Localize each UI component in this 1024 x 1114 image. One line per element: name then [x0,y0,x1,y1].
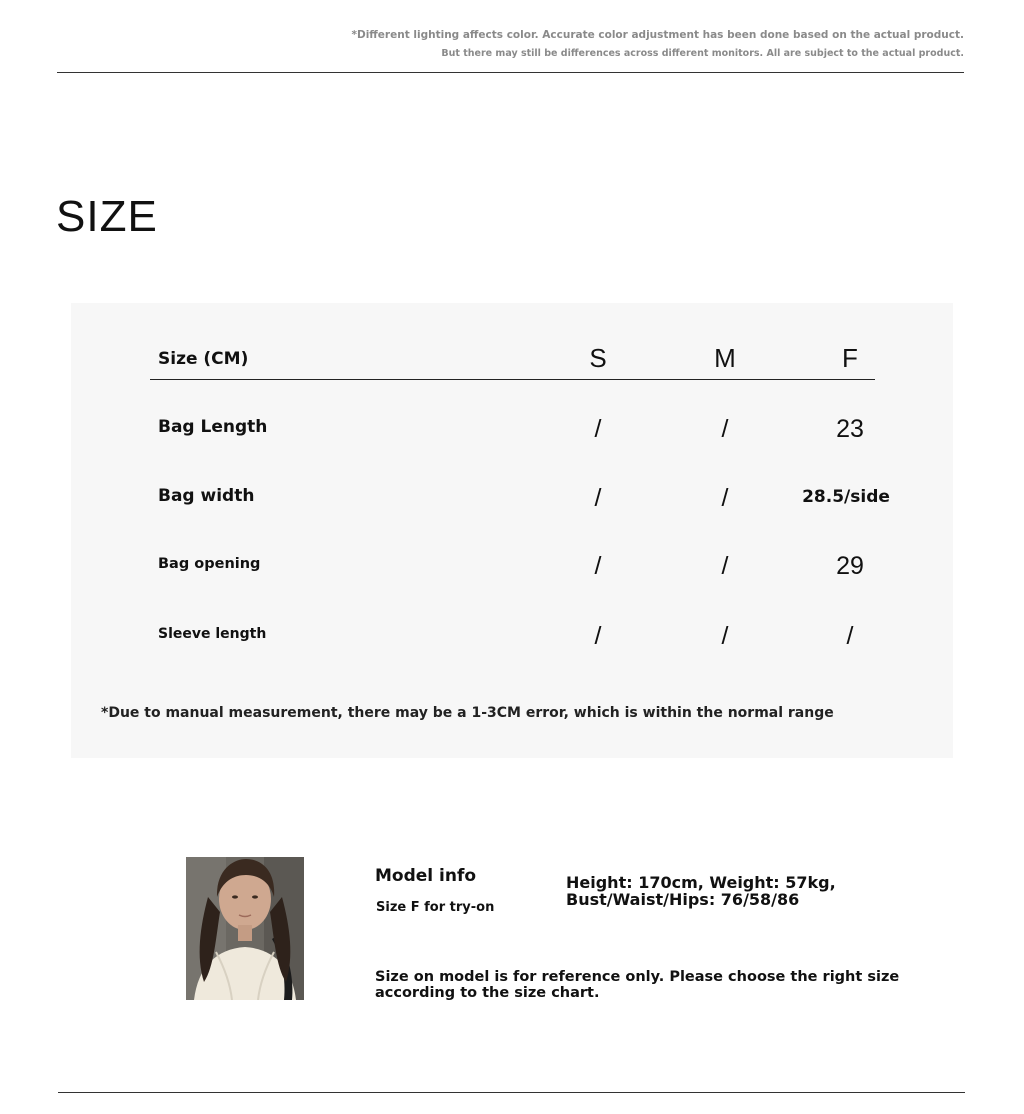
table-cell: / [594,552,602,580]
row-label-bag-width: Bag width [158,486,255,506]
top-divider [57,72,964,73]
table-cell: / [594,415,602,443]
model-stats [566,874,836,908]
table-cell: / [721,622,729,650]
table-cell: / [721,552,729,580]
row-label-bag-length: Bag Length [158,417,268,437]
header-divider [150,379,875,380]
disclaimer-line-2: But there may still be differences across different monitors. All are subject to the actual product. [441,48,964,59]
measurement-note: *Due to manual measurement, there may be a 1-3CM error, which is within the normal range [101,705,834,721]
model-photo-image [186,857,304,1000]
table-cell: / [721,484,729,512]
model-try-on-size: Size F for try-on [376,900,495,915]
table-cell: 28.5/side [802,487,890,507]
row-label-bag-opening: Bag opening [158,556,261,572]
table-cell: 23 [836,415,864,443]
model-info-title: Model info [375,866,477,886]
bottom-divider [58,1092,965,1093]
page-title: SIZE [56,192,158,241]
model-photo [186,857,304,1000]
model-stats-line-2: Bust/Waist/Hips: 76/58/86 [566,890,800,909]
size-table-panel [71,303,953,758]
model-reference-note: Size on model is for reference only. Please choose the right size according to the size chart. [375,969,900,1001]
model-stats-line-1: Height: 170cm, Weight: 57kg, [566,873,836,892]
size-header-label: Size (CM) [158,349,249,369]
table-cell: / [721,415,729,443]
size-column-f: F [842,343,858,373]
table-cell: 29 [836,552,864,580]
size-column-s: S [589,343,607,373]
table-cell: / [846,622,854,650]
table-cell: / [594,484,602,512]
table-cell: / [594,622,602,650]
disclaimer-line-1: *Different lighting affects color. Accurate color adjustment has been done based on the actual product. [351,29,964,41]
size-column-m: M [714,343,736,373]
row-label-sleeve-length: Sleeve length [158,626,267,642]
